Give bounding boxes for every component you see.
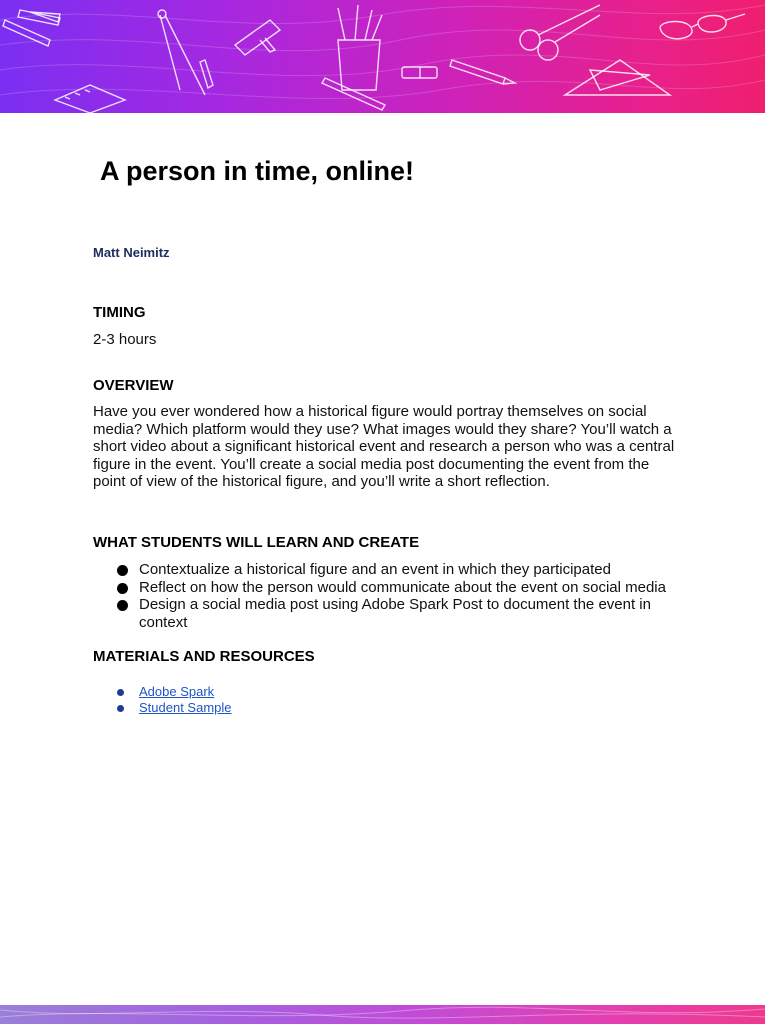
pencil-icon bbox=[450, 60, 515, 84]
bullet-icon bbox=[117, 705, 124, 712]
ruler-icon bbox=[565, 60, 670, 95]
bullet-icon bbox=[117, 565, 128, 576]
timing-text: 2-3 hours bbox=[93, 331, 157, 348]
list-item bbox=[93, 684, 232, 700]
list-item: Design a social media post using Adobe Spark Post to document the event in context bbox=[93, 596, 683, 631]
learn-heading: WHAT STUDENTS WILL LEARN AND CREATE bbox=[93, 534, 420, 551]
learn-list bbox=[93, 561, 683, 631]
overview-text: Have you ever wondered how a historical figure would portray themselves on social media? Which platform would they use? What images would they share? You’ll watch a short video about a significant historical event and research a person who was a central figure in the event. You’ll create a social media post documenting the event from the point of view of the historical figure, and you’ll write a short reflection. bbox=[93, 403, 675, 491]
adobe-spark-link[interactable]: Adobe Spark bbox=[139, 684, 215, 699]
compass-icon bbox=[158, 10, 213, 95]
bullet-icon bbox=[117, 600, 128, 611]
overview-heading: OVERVIEW bbox=[93, 377, 174, 394]
author-name: Matt Neimitz bbox=[93, 245, 170, 260]
materials-list bbox=[93, 684, 232, 716]
materials-heading: MATERIALS AND RESOURCES bbox=[93, 648, 315, 665]
glasses-icon bbox=[660, 14, 745, 39]
list-item bbox=[93, 700, 232, 716]
timing-heading: TIMING bbox=[93, 304, 146, 321]
pencil-cup-icon bbox=[322, 5, 385, 110]
list-item: Reflect on how the person would communicate about the event on social media bbox=[93, 579, 683, 597]
eraser-icon bbox=[402, 67, 437, 78]
bullet-icon bbox=[117, 583, 128, 594]
list-item: Contextualize a historical figure and an event in which they participated bbox=[93, 561, 683, 579]
bullet-icon bbox=[117, 689, 124, 696]
student-sample-link[interactable]: Student Sample bbox=[139, 700, 232, 715]
page-title: A person in time, online! bbox=[100, 156, 415, 186]
footer-banner bbox=[0, 1005, 765, 1024]
header-banner bbox=[0, 0, 765, 113]
